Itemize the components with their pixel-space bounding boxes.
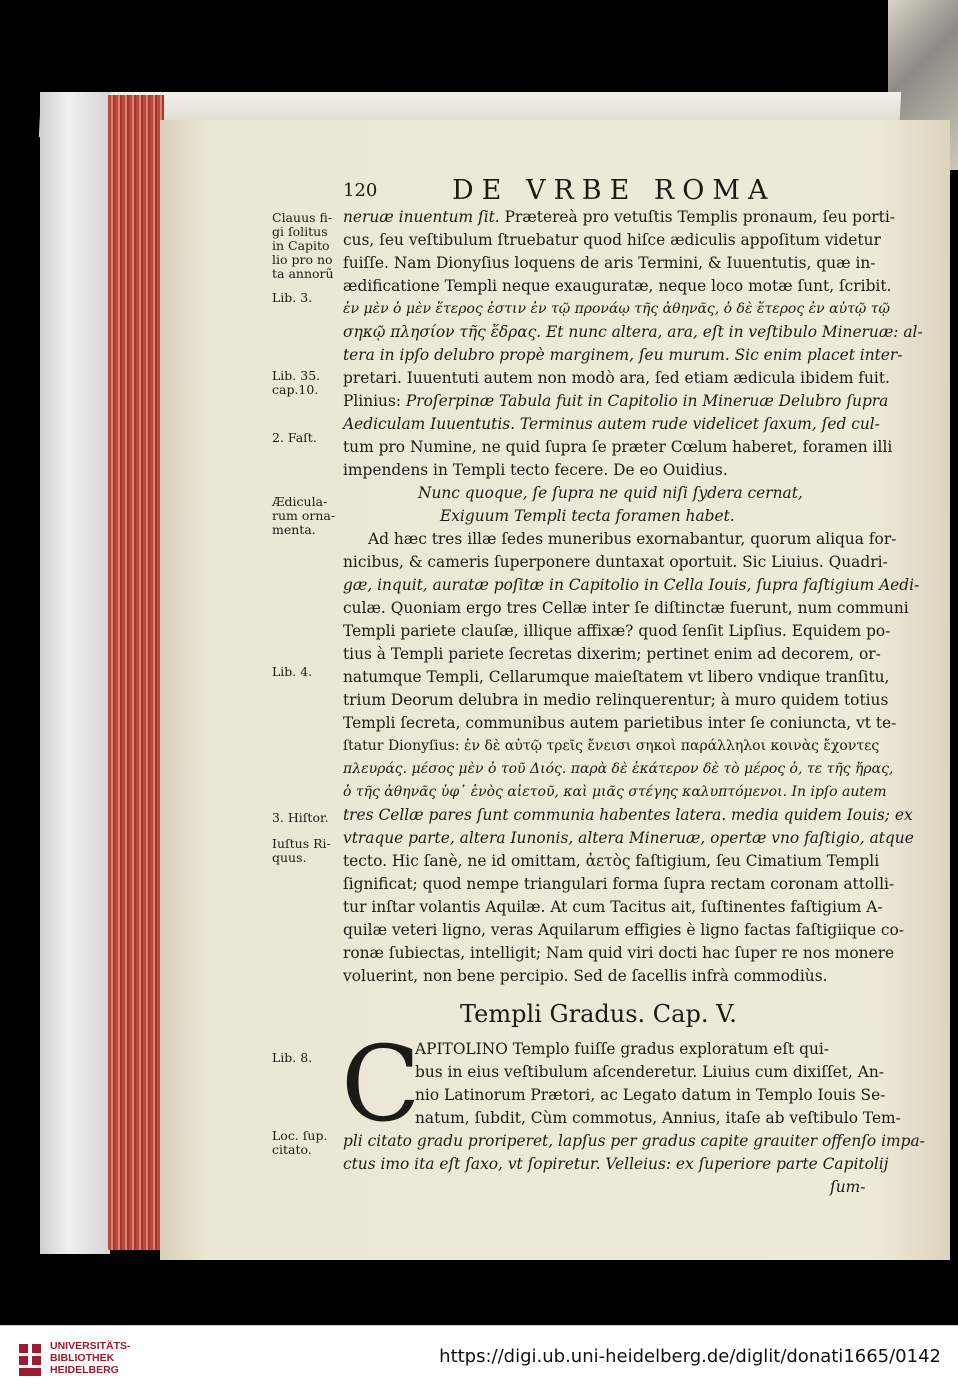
book-cover-spine-edge bbox=[40, 92, 110, 1254]
chapter-heading: Templi Gradus. Cap. V. bbox=[460, 1000, 737, 1028]
text-line: neruæ inuentum ſit. Prætereà pro vetuſtis Templis pronaum, ſeu porti- bbox=[343, 208, 895, 226]
text-line: Aediculam Iuuentutis. Terminus autem rude videlicet ſaxum, ſed cul- bbox=[343, 415, 880, 433]
text-line: impendens in Templi tecto fecere. De eo Ouidius. bbox=[343, 461, 728, 479]
red-page-edges bbox=[108, 95, 164, 1250]
university-library-logo-icon bbox=[17, 1342, 43, 1378]
greek-line: ſtatur Dionyſius: ἐν δὲ αὐτῷ τρεῖς ἔνεισι σηκοὶ παράλληλοι κοινὰς ἔχοντες bbox=[343, 738, 880, 754]
catchword: ſum- bbox=[830, 1178, 866, 1196]
text-line: tur inſtar volantis Aquilæ. At cum Tacitus ait, ſuſtinentes faſtigium A- bbox=[343, 898, 883, 916]
margin-note: menta. bbox=[272, 522, 316, 537]
university-library-logo-text bbox=[50, 1340, 131, 1376]
margin-note: Clauus fi- bbox=[272, 210, 333, 225]
logo-line: BIBLIOTHEK bbox=[50, 1352, 115, 1364]
margin-note: Lib. 3. bbox=[272, 290, 313, 305]
text-line: σηκῷ πλησίον τῆς ἕδρας. Et nunc altera, ara, eſt in veſtibulo Mineruæ: al- bbox=[343, 323, 923, 341]
margin-note: quus. bbox=[272, 850, 307, 865]
text-line: voluerint, non bene percipio. Sed de ſacellis infrà commodiùs. bbox=[343, 967, 828, 985]
margin-note: Ædicula- bbox=[272, 494, 328, 509]
text-line: tecto. Hic ſanè, ne id omittam, ἀετὸς faſtigium, ſeu Cimatium Templi bbox=[343, 852, 880, 870]
drop-cap: C bbox=[341, 1023, 421, 1145]
text-line: quilæ veteri ligno, veras Aquilarum effigies è ligno factas faſtigiique co- bbox=[343, 921, 904, 939]
margin-note: Lib. 35. bbox=[272, 368, 321, 383]
margin-note: 3. Hiſtor. bbox=[272, 810, 329, 825]
running-head: DE VRBE ROMA bbox=[452, 175, 776, 206]
verse-line: Exiguum Templi tecta foramen habet. bbox=[440, 507, 735, 525]
text-line: vtraque parte, altera Iunonis, altera Mineruæ, opertæ vno faſtigio, atque bbox=[343, 829, 914, 847]
text-line: Templi ſecreta, communibus autem parietibus inter ſe coniuncta, vt te- bbox=[343, 714, 897, 732]
text-line: fuiſſe. Nam Dionyſius loquens de aris Termini, & Iuuentutis, quæ in- bbox=[343, 254, 876, 272]
margin-note: rum orna- bbox=[272, 508, 336, 523]
text-line: bus in eius veſtibulum aſcenderetur. Liuius cum dixiſſet, An- bbox=[415, 1063, 884, 1081]
text-line: natumque Templi, Cellarumque maieſtatem vt libero vndique tranſitu, bbox=[343, 668, 890, 686]
text-line: tius à Templi pariete ſecretas dixerim; pertinet enim ad decorem, or- bbox=[343, 645, 881, 663]
text-line: culæ. Quoniam ergo tres Cellæ inter ſe diſtinctæ fuerunt, num communi bbox=[343, 599, 909, 617]
margin-note: ta annorũ bbox=[272, 266, 334, 281]
greek-line: ἐν μὲν ὁ μὲν ἕτερος ἐστιν ἐν τῷ προνάῳ τῆς ἀθηνᾶς, ὁ δὲ ἕτερος ἐν αὐτῷ τῷ bbox=[343, 301, 890, 317]
greek-line: ὁ τῆς ἀθηνᾶς ὑφ᾽ ἑνὸς αἰετοῦ, καὶ μιᾶς στέγης καλυπτόμενοι. In ipſo autem bbox=[343, 784, 887, 800]
margin-note: cap.10. bbox=[272, 382, 319, 397]
text-line: pli citato gradu proriperet, lapſus per gradus capite grauiter offenſo impa- bbox=[343, 1132, 925, 1150]
page-number: 120 bbox=[343, 180, 378, 201]
text-line: ronæ ſubiectas, intelligit; Nam quid viri docti hac ſuper re nos monere bbox=[343, 944, 895, 962]
text-line: cus, ſeu veſtibulum ſtruebatur quod hiſce ædiculis appoſitum videtur bbox=[343, 231, 881, 249]
text-line: ctus imo ita eſt ſaxo, vt ſopiretur. Velleius: ex ſuperiore parte Capitolij bbox=[343, 1155, 889, 1173]
text-line: nicibus, & cameris ſuperponere duntaxat oportuit. Sic Liuius. Quadri- bbox=[343, 553, 888, 571]
text-line: Templi pariete clauſæ, illique affixæ? quod ſenſit Lipſius. Equidem po- bbox=[343, 622, 891, 640]
logo-line: HEIDELBERG bbox=[50, 1364, 119, 1376]
margin-note: lio pro no bbox=[272, 252, 333, 267]
text-line: ædificatione Templi neque exauguratæ, neque loco motæ ſunt, ſcribit. bbox=[343, 277, 892, 295]
logo-line: UNIVERSITÄTS- bbox=[50, 1340, 131, 1352]
margin-note: Iuſtus Ri- bbox=[272, 836, 331, 851]
greek-line: πλευράς. μέσος μὲν ὁ τοῦ Διός. παρὰ δὲ ἑκάτερον δὲ τὸ μέρος ὁ, τε τῆς ἥρας, bbox=[343, 761, 894, 777]
margin-note: citato. bbox=[272, 1142, 312, 1157]
text-line: tera in ipſo delubro propè marginem, ſeu murum. Sic enim placet inter- bbox=[343, 346, 903, 364]
text-line: Plinius: Proſerpinæ Tabula fuit in Capitolio in Mineruæ Delubro ſupra bbox=[343, 392, 889, 410]
text-line: ſignificat; quod nempe triangulari forma ſupra rectam coronam attolli- bbox=[343, 875, 895, 893]
text-line: gæ, inquit, auratæ poſitæ in Capitolio in Cella Iouis, ſupra faſtigium Aedi- bbox=[343, 576, 920, 594]
text-line: tres Cellæ pares ſunt communia habentes latera. media quidem Iouis; ex bbox=[343, 806, 913, 824]
text-line: natum, ſubdit, Cùm commotus, Annius, itaſe ab veſtibulo Tem- bbox=[415, 1109, 901, 1127]
margin-note: Lib. 4. bbox=[272, 664, 313, 679]
permalink-url[interactable]: https://digi.ub.uni-heidelberg.de/diglit/donati1665/0142 bbox=[439, 1346, 941, 1367]
text-line: pretari. Iuuentuti autem non modò ara, ſed etiam ædicula ibidem fuit. bbox=[343, 369, 890, 387]
margin-note: in Capito bbox=[272, 238, 330, 253]
text-line: trium Deorum delubra in medio relinquerentur; à muro quidem totius bbox=[343, 691, 889, 709]
text-line: tum pro Numine, ne quid ſupra ſe præter Cœlum haberet, foramen illi bbox=[343, 438, 893, 456]
text-line: APITOLINO Templo fuiſſe gradus exploratum eſt qui- bbox=[415, 1040, 829, 1058]
margin-note: Loc. ſup. bbox=[272, 1128, 328, 1143]
text-line: nio Latinorum Prætori, ac Legato datum in Templo Iouis Se- bbox=[415, 1086, 886, 1104]
margin-note: Lib. 8. bbox=[272, 1050, 313, 1065]
text-line: Ad hæc tres illæ ſedes muneribus exornabantur, quorum aliqua for- bbox=[368, 530, 897, 548]
margin-note: 2. Faſt. bbox=[272, 430, 317, 445]
margin-note: gi ſolitus bbox=[272, 224, 328, 239]
verse-line: Nunc quoque, ſe ſupra ne quid niſi ſydera cernat, bbox=[418, 484, 803, 502]
